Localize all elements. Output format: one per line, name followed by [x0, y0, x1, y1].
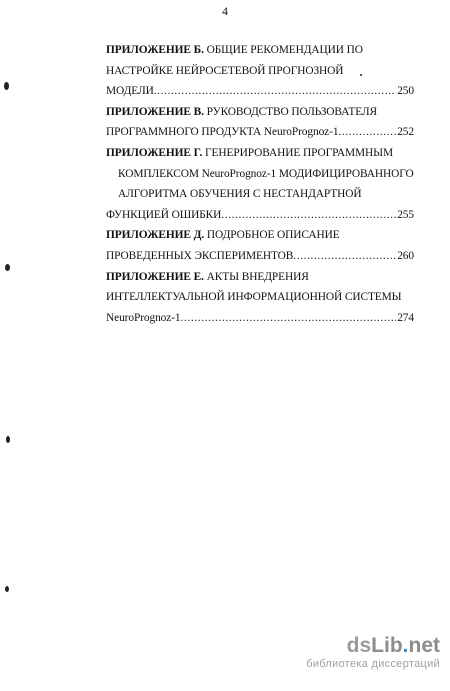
watermark [290, 634, 440, 670]
toc-entry-appendix-e-leader [106, 308, 414, 329]
dot-leader [181, 308, 397, 329]
appendix-g-heading: ПРИЛОЖЕНИЕ Г. [106, 146, 203, 159]
appendix-g-title-part4: ФУНКЦИЕЙ ОШИБКИ [106, 208, 222, 221]
watermark-logo-dot: . [402, 634, 409, 657]
appendix-b-title-part2: НАСТРОЙКЕ НЕЙРОСЕТЕВОЙ ПРОГНОЗНОЙ [106, 64, 344, 77]
appendix-e-title-part1: АКТЫ ВНЕДРЕНИЯ [206, 270, 309, 283]
appendix-b-heading: ПРИЛОЖЕНИЕ Б. [106, 44, 204, 56]
appendix-g-title-part1: ГЕНЕРИРОВАНИЕ ПРОГРАММНЫМ [205, 146, 394, 159]
toc-entry-appendix-b-line1 [106, 40, 414, 61]
appendix-v-title-part1: РУКОВОДСТВО ПОЛЬЗОВАТЕЛЯ [206, 105, 378, 118]
appendix-g-title-part2: КОМПЛЕКСОМ NeuroPrognoz-1 МОДИФИЦИРОВАННОГО [118, 167, 414, 180]
appendix-g-title-part3: АЛГОРИТМА ОБУЧЕНИЯ С НЕСТАНДАРТНОЙ [118, 188, 362, 201]
watermark-logo-lib: Lib [371, 634, 403, 657]
appendix-v-title-part2: ПРОГРАММНОГО ПРОДУКТА NeuroPrognoz-1 [106, 126, 339, 139]
appendix-d-title-part1: ПОДРОБНОЕ ОПИСАНИЕ [206, 229, 340, 242]
watermark-logo [290, 634, 440, 658]
dot-leader [221, 205, 396, 226]
scan-speck [5, 264, 10, 271]
toc-entry-appendix-e-line1 [106, 267, 414, 288]
appendix-e-title-part3: NeuroPrognoz-1 [106, 311, 181, 324]
toc-entry-appendix-v-leader [106, 122, 414, 143]
appendix-b-title-part3: МОДЕЛИ [106, 85, 154, 98]
toc-entry-appendix-g-leader [106, 205, 414, 226]
watermark-subtitle: библиотека диссертаций [306, 658, 440, 670]
dot-leader [338, 122, 396, 143]
appendix-d-heading: ПРИЛОЖЕНИЕ Д. [106, 229, 205, 242]
appendix-g-page: 255 [397, 208, 414, 221]
watermark-logo-ds: ds [346, 634, 372, 657]
toc-entry-appendix-v-line1 [106, 102, 414, 123]
scan-speck [360, 74, 362, 76]
toc-entry-appendix-b-leader [106, 81, 414, 102]
scan-speck [6, 436, 10, 443]
appendix-d-page: 260 [397, 249, 414, 262]
toc-entry-appendix-d-line1 [106, 225, 414, 246]
dot-leader [293, 246, 396, 267]
toc-entry-appendix-d-leader [106, 246, 414, 267]
appendix-b-title-part1: ОБЩИЕ РЕКОМЕНДАЦИИ ПО [206, 44, 363, 56]
appendix-v-heading: ПРИЛОЖЕНИЕ В. [106, 105, 204, 118]
scan-speck [4, 82, 9, 90]
appendix-d-title-part2: ПРОВЕДЕННЫХ ЭКСПЕРИМЕНТОВ [106, 249, 294, 262]
watermark-logo-net: net [408, 634, 440, 657]
scan-speck [5, 586, 9, 592]
appendix-e-page: 274 [397, 311, 414, 324]
appendix-v-page: 252 [397, 126, 414, 139]
appendix-e-title-part2: ИНТЕЛЛЕКТУАЛЬНОЙ ИНФОРМАЦИОННОЙ СИСТЕМЫ [106, 291, 402, 304]
page-number: 4 [222, 4, 228, 18]
toc-entry-appendix-g-line1 [106, 143, 414, 164]
table-of-contents [106, 40, 414, 328]
appendix-b-page: 250 [397, 85, 414, 98]
appendix-e-heading: ПРИЛОЖЕНИЕ Е. [106, 270, 204, 283]
dot-leader [154, 81, 396, 102]
